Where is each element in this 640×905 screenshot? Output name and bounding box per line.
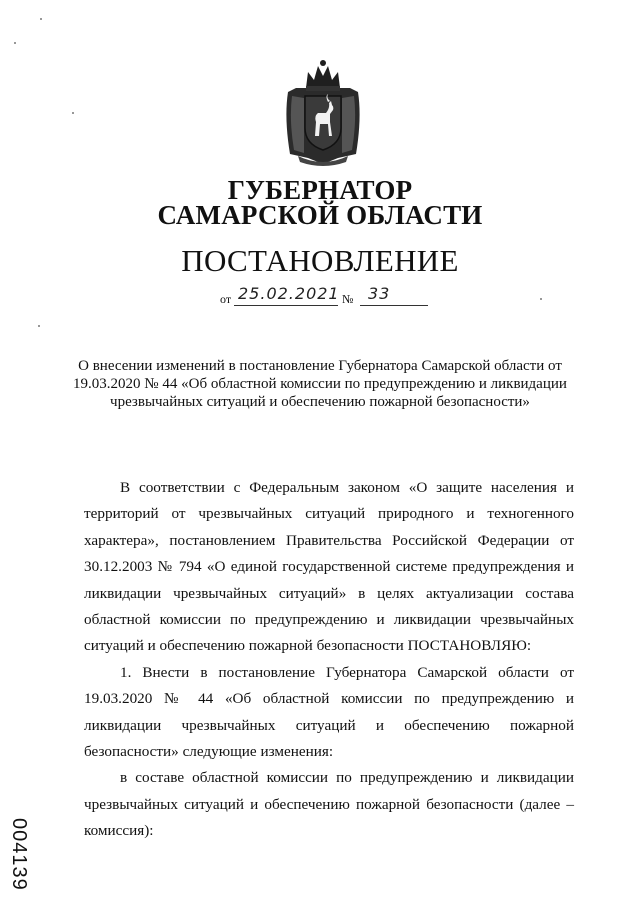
number-underline	[360, 305, 428, 306]
coat-of-arms-emblem	[278, 58, 368, 166]
scan-speck	[72, 112, 74, 114]
scan-speck	[540, 298, 542, 300]
date-label: от	[220, 292, 232, 306]
date-underline	[234, 305, 338, 306]
region-title: САМАРСКОЙ ОБЛАСТИ	[157, 200, 483, 230]
paragraph-preamble: В соответствии с Федеральным законом «О защите населения и территорий от чрезвычайных ситуаций природного и техногенного характера», постановлением Правительства Российской Федерации от 30.12.2003 № 794 «О единой государственной системе предупреждения и ликвидации чрезвычайных ситуаций» в целях актуализации состава областной комиссии по предупреждению и ликвидации чрезвычайных ситуаций и обеспечению пожарной безопасности ПОСТАНОВЛЯЮ:	[84, 479, 574, 655]
document-subject: О внесении изменений в постановление Губернатора Самарской области от 19.03.2020 № 44 «Об областной комиссии по предупреждению и ликвидации чрезвычайных ситуаций и обеспечению пожарной безопасности»	[73, 358, 567, 410]
document-body	[84, 475, 574, 845]
number-label: №	[342, 292, 354, 306]
document-type: ПОСТАНОВЛЕНИЕ	[181, 243, 459, 278]
governor-title: ГУБЕРНАТОР	[227, 175, 413, 205]
handwritten-date: 25.02.2021	[238, 284, 340, 303]
scan-speck	[14, 42, 16, 44]
paragraph-commission: в составе областной комиссии по предупреждению и ликвидации чрезвычайных ситуаций и обеспечению пожарной безопасности (далее – комиссия):	[84, 769, 574, 840]
scan-speck	[38, 325, 40, 327]
paragraph-item-1: 1. Внести в постановление Губернатора Самарской области от 19.03.2020 № 44 «Об областной комиссии по предупреждению и ликвидации чрезвычайных ситуаций и обеспечению пожарной безопасности» следующие изменения:	[84, 663, 574, 761]
handwritten-number: 33	[368, 284, 391, 303]
side-serial-number: 004139	[8, 818, 30, 891]
scan-speck	[40, 18, 42, 20]
